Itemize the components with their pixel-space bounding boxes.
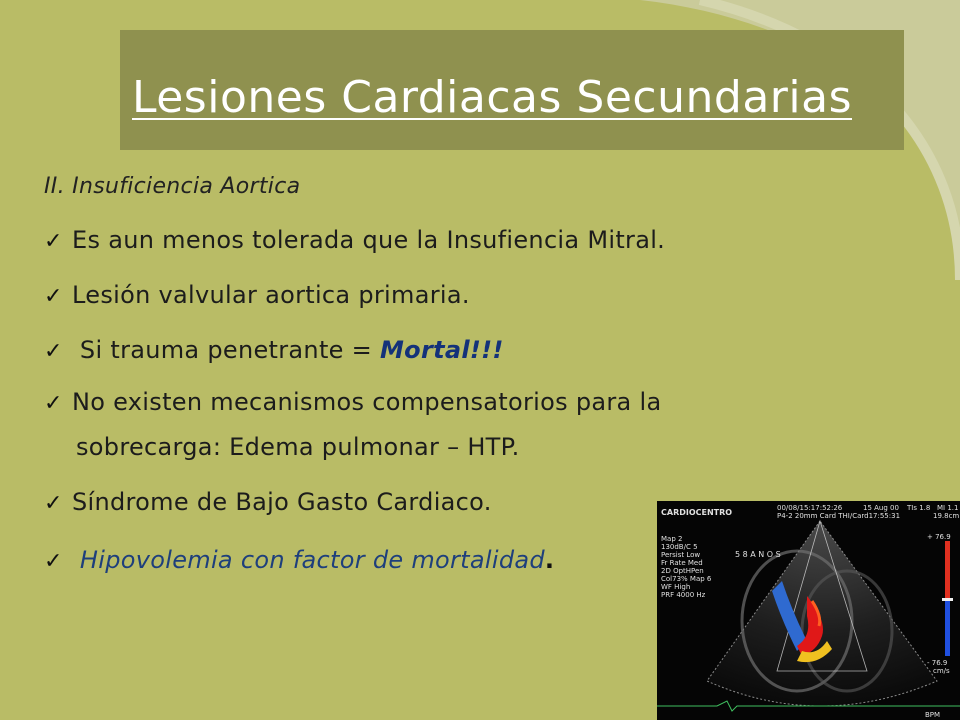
echo-setting: Map 2 (661, 535, 683, 543)
echo-bpm-label: BPM (925, 711, 941, 719)
echo-setting: 130dB/C 5 (661, 543, 698, 551)
echo-header-mi: MI 1.1 (937, 504, 959, 512)
checkmark-icon: ✓ (44, 284, 63, 309)
bullet-1-text: Es aun menos tolerada que la Insufiencia Mitral. (72, 226, 666, 254)
echo-settings (661, 535, 711, 599)
echo-setting: WF High (661, 583, 691, 591)
bullet-3 (44, 336, 504, 364)
checkmark-icon: ✓ (44, 491, 63, 516)
bullet-4 (44, 388, 661, 416)
echo-header-left: CARDIOCENTRO (661, 508, 733, 517)
bullet-3-text: Si trauma penetrante = (72, 336, 380, 364)
checkmark-icon: ✓ (44, 391, 63, 416)
echo-depth: 19.8cm (933, 512, 960, 520)
bullet-2-text: Lesión valvular aortica primaria. (72, 281, 470, 309)
echo-header-tis: TIs 1.8 (907, 504, 931, 512)
echo-scale-top: + 76.9 (927, 533, 951, 541)
echo-setting: PRF 4000 Hz (661, 591, 706, 599)
echo-setting: Persist Low (661, 551, 701, 559)
echocardiogram-graphic (657, 501, 960, 720)
echo-header-date: 00/08/15:17:52:26 (777, 504, 843, 512)
bullet-6-text: Hipovolemia con factor de mortalidad (72, 546, 545, 574)
echo-setting: Fr Rate Med (661, 559, 703, 567)
echo-scale-unit: cm/s (933, 667, 950, 675)
slide-title: Lesiones Cardiacas Secundarias (132, 72, 852, 123)
bullet-1 (44, 226, 665, 254)
bullet-4-text-line1: No existen mecanismos compensatorios para la (72, 388, 662, 416)
bullet-5-text: Síndrome de Bajo Gasto Cardiaco. (72, 488, 492, 516)
bullet-5 (44, 488, 492, 516)
bullet-4-continuation (76, 433, 520, 461)
echo-header-probe: P4-2 20mm Card THI/Card17:55:31 (777, 512, 901, 520)
section-heading: II. Insuficiencia Aortica (44, 174, 301, 199)
bullet-4-text-line2: sobrecarga: Edema pulmonar – HTP. (76, 433, 520, 461)
echo-setting: Col73% Map 6 (661, 575, 712, 583)
bullet-3-emphasis: Mortal!!! (380, 336, 504, 364)
echo-setting: 2D OptHPen (661, 567, 704, 575)
bullet-6-period: . (544, 546, 555, 574)
checkmark-icon: ✓ (44, 339, 63, 364)
echo-header-day: 15 Aug 00 (863, 504, 899, 512)
bullet-6 (44, 546, 554, 574)
echo-scale-bottom: - 76.9 (927, 659, 948, 667)
checkmark-icon: ✓ (44, 229, 63, 254)
title-banner (120, 30, 904, 150)
bullet-2 (44, 281, 470, 309)
echocardiogram-image (657, 501, 960, 720)
checkmark-icon: ✓ (44, 549, 63, 574)
echo-age-label: 5 8 A N O S (735, 550, 781, 559)
